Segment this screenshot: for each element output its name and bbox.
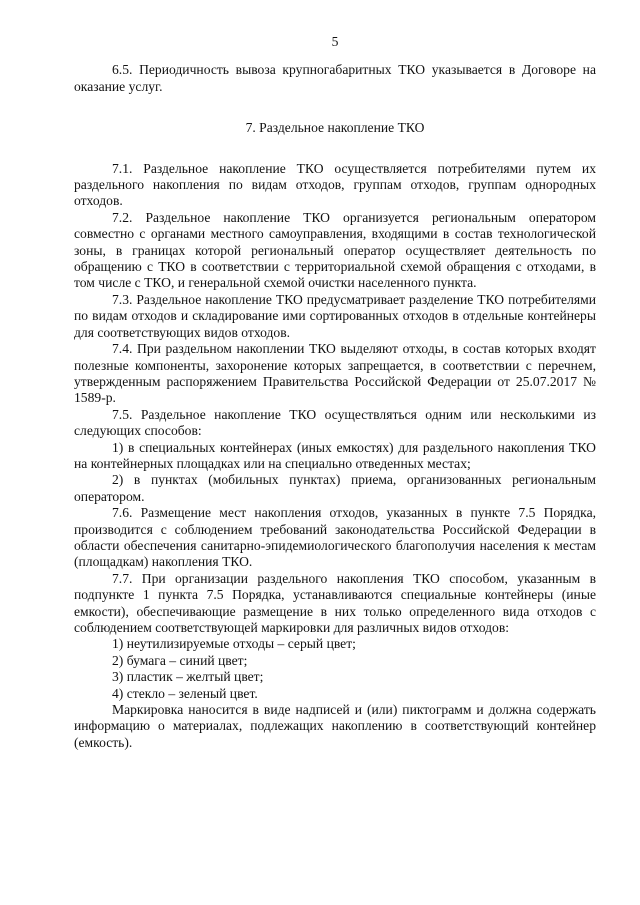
color-item-blue: 2) бумага – синий цвет; <box>112 652 248 668</box>
paragraph-7-7: 7.7. При организации раздельного накопления ТКО способом, указанным в подпункте 1 пункта 7.5 Порядка, устанавливаются специальные контейнеры (иные емкости), обеспечивающие размещение в них только определенного вида отходов с соблюдением соответствующей маркировки для различных видов отходов: <box>74 570 596 635</box>
section-heading: 7. Раздельное накопление ТКО <box>245 120 425 136</box>
paragraph-7-3: 7.3. Раздельное накопление ТКО предусматривает разделение ТКО потребителями по видам отходов и складирование ими сортированных отходов в отдельные контейнеры для соответствующих видов отходов. <box>74 291 596 340</box>
paragraph-6-5: 6.5. Периодичность вывоза крупногабаритных ТКО указывается в Договоре на оказание услуг. <box>74 62 596 94</box>
page-number: 5 <box>331 34 339 49</box>
paragraph-7-6: 7.6. Размещение мест накопления отходов, указанных в пункте 7.5 Порядка, производится с соблюдением требований законодательства Российской Федерации в области обеспечения санитарно-эпидемиологического благополучия населения к местам (площадкам) накопления ТКО. <box>74 505 596 570</box>
paragraph-7-5: 7.5. Раздельное накопление ТКО осуществляться одним или несколькими из следующих способов: <box>74 406 596 439</box>
paragraph-7-4: 7.4. При раздельном накоплении ТКО выделяют отходы, в состав которых входят полезные компоненты, захоронение которых запрещается, в соответствии с перечнем, утвержденным распоряжением Правительства Российской Федерации от 25.07.2017 № 1589-р. <box>74 341 596 406</box>
paragraph-7-1: 7.1. Раздельное накопление ТКО осуществляется потребителями путем их раздельного накопления по видам отходов, группам отходов, группам однородных отходов. <box>74 160 596 209</box>
document-page <box>74 34 596 751</box>
list-item-7-5-1: 1) в специальных контейнерах (иных емкостях) для раздельного накопления ТКО на контейнерных площадках или на специально отведенных местах; <box>74 439 596 471</box>
color-item-green: 4) стекло – зеленый цвет. <box>112 685 258 701</box>
color-item-yellow: 3) пластик – желтый цвет; <box>112 669 264 685</box>
paragraph-marking: Маркировка наносится в виде надписей и (или) пиктограмм и должна содержать информацию о материалах, подлежащих накоплению в соответствующий контейнер (емкость). <box>74 702 596 750</box>
color-item-gray: 1) неутилизируемые отходы – серый цвет; <box>112 636 356 652</box>
list-item-7-5-2: 2) в пунктах (мобильных пунктах) приема, организованных региональным оператором. <box>74 472 596 504</box>
paragraph-7-2: 7.2. Раздельное накопление ТКО организуется региональным оператором совместно с органами местного самоуправления, входящими в состав технологической зоны, в границах которой региональный оператор осуществляет деятельность по обращению с ТКО в соответствии с территориальной схемой обращения с отходами, в том числе с ТКО, и генеральной схемой очистки населенного пункта. <box>74 209 596 291</box>
